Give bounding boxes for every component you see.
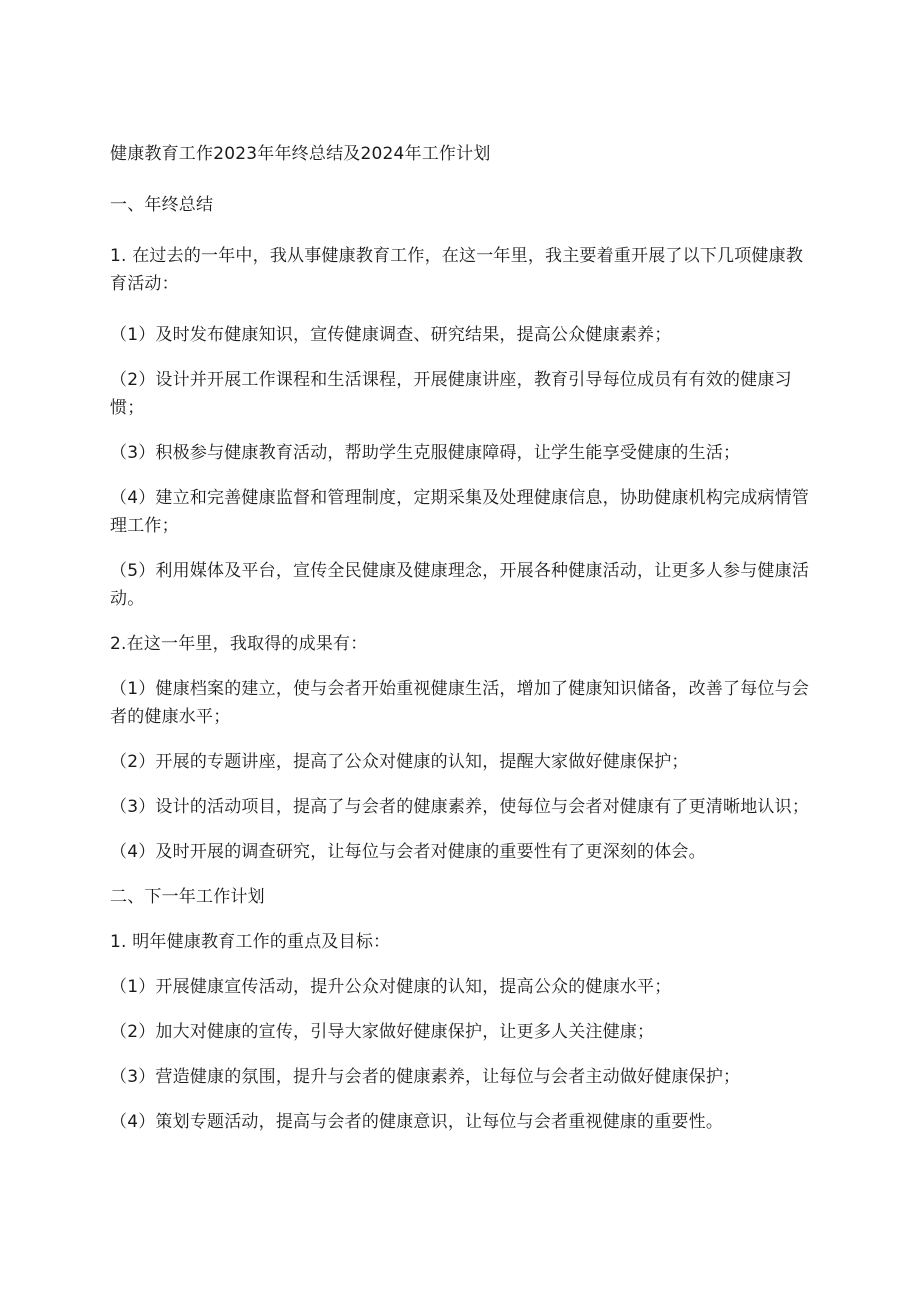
list-item: （2）加大对健康的宣传，引导大家做好健康保护，让更多人关注健康；: [110, 1022, 655, 1042]
list-item: （1）健康档案的建立，使与会者开始重视健康生活，增加了健康知识储备，改善了每位与会者的健康水平；: [110, 679, 810, 727]
document-title: 健康教育工作2023年年终总结及2024年工作计划: [110, 144, 491, 164]
paragraph-part1-intro: 1. 在过去的一年中，我从事健康教育工作，在这一年里，我主要着重开展了以下几项健康教育活动：: [110, 246, 804, 294]
list-item: （3）营造健康的氛围，提升与会者的健康素养，让每位与会者主动做好健康保护；: [110, 1067, 741, 1087]
document-body: [110, 140, 816, 1136]
list-item: （2）设计并开展工作课程和生活课程，开展健康讲座，教育引导每位成员有有效的健康习惯；: [110, 370, 792, 418]
list-item: （1）及时发布健康知识，宣传健康调查、研究结果，提高公众健康素养；: [110, 325, 672, 345]
paragraph-plan-intro: 1. 明年健康教育工作的重点及目标：: [110, 932, 391, 952]
list-item: （1）开展健康宣传活动，提升公众对健康的认知，提高公众的健康水平；: [110, 977, 672, 997]
list-item: （2）开展的专题讲座，提高了公众对健康的认知，提醒大家做好健康保护；: [110, 752, 689, 772]
list-item: （4）建立和完善健康监督和管理制度，定期采集及处理健康信息，协助健康机构完成病情管理工作；: [110, 488, 810, 536]
section-heading-summary: 一、年终总结: [110, 195, 214, 215]
list-item: （3）积极参与健康教育活动，帮助学生克服健康障碍，让学生能享受健康的生活；: [110, 443, 741, 463]
list-item: （4）及时开展的调查研究，让每位与会者对健康的重要性有了更深刻的体会。: [110, 842, 706, 862]
list-item: （5）利用媒体及平台，宣传全民健康及健康理念，开展各种健康活动，让更多人参与健康活动。: [110, 561, 810, 609]
list-item: （3）设计的活动项目，提高了与会者的健康素养，使每位与会者对健康有了更清晰地认识；: [110, 797, 810, 817]
paragraph-part2-intro: 2.在这一年里，我取得的成果有：: [110, 634, 368, 654]
section-heading-plan: 二、下一年工作计划: [110, 887, 265, 907]
list-item: （4）策划专题活动，提高与会者的健康意识，让每位与会者重视健康的重要性。: [110, 1112, 724, 1132]
